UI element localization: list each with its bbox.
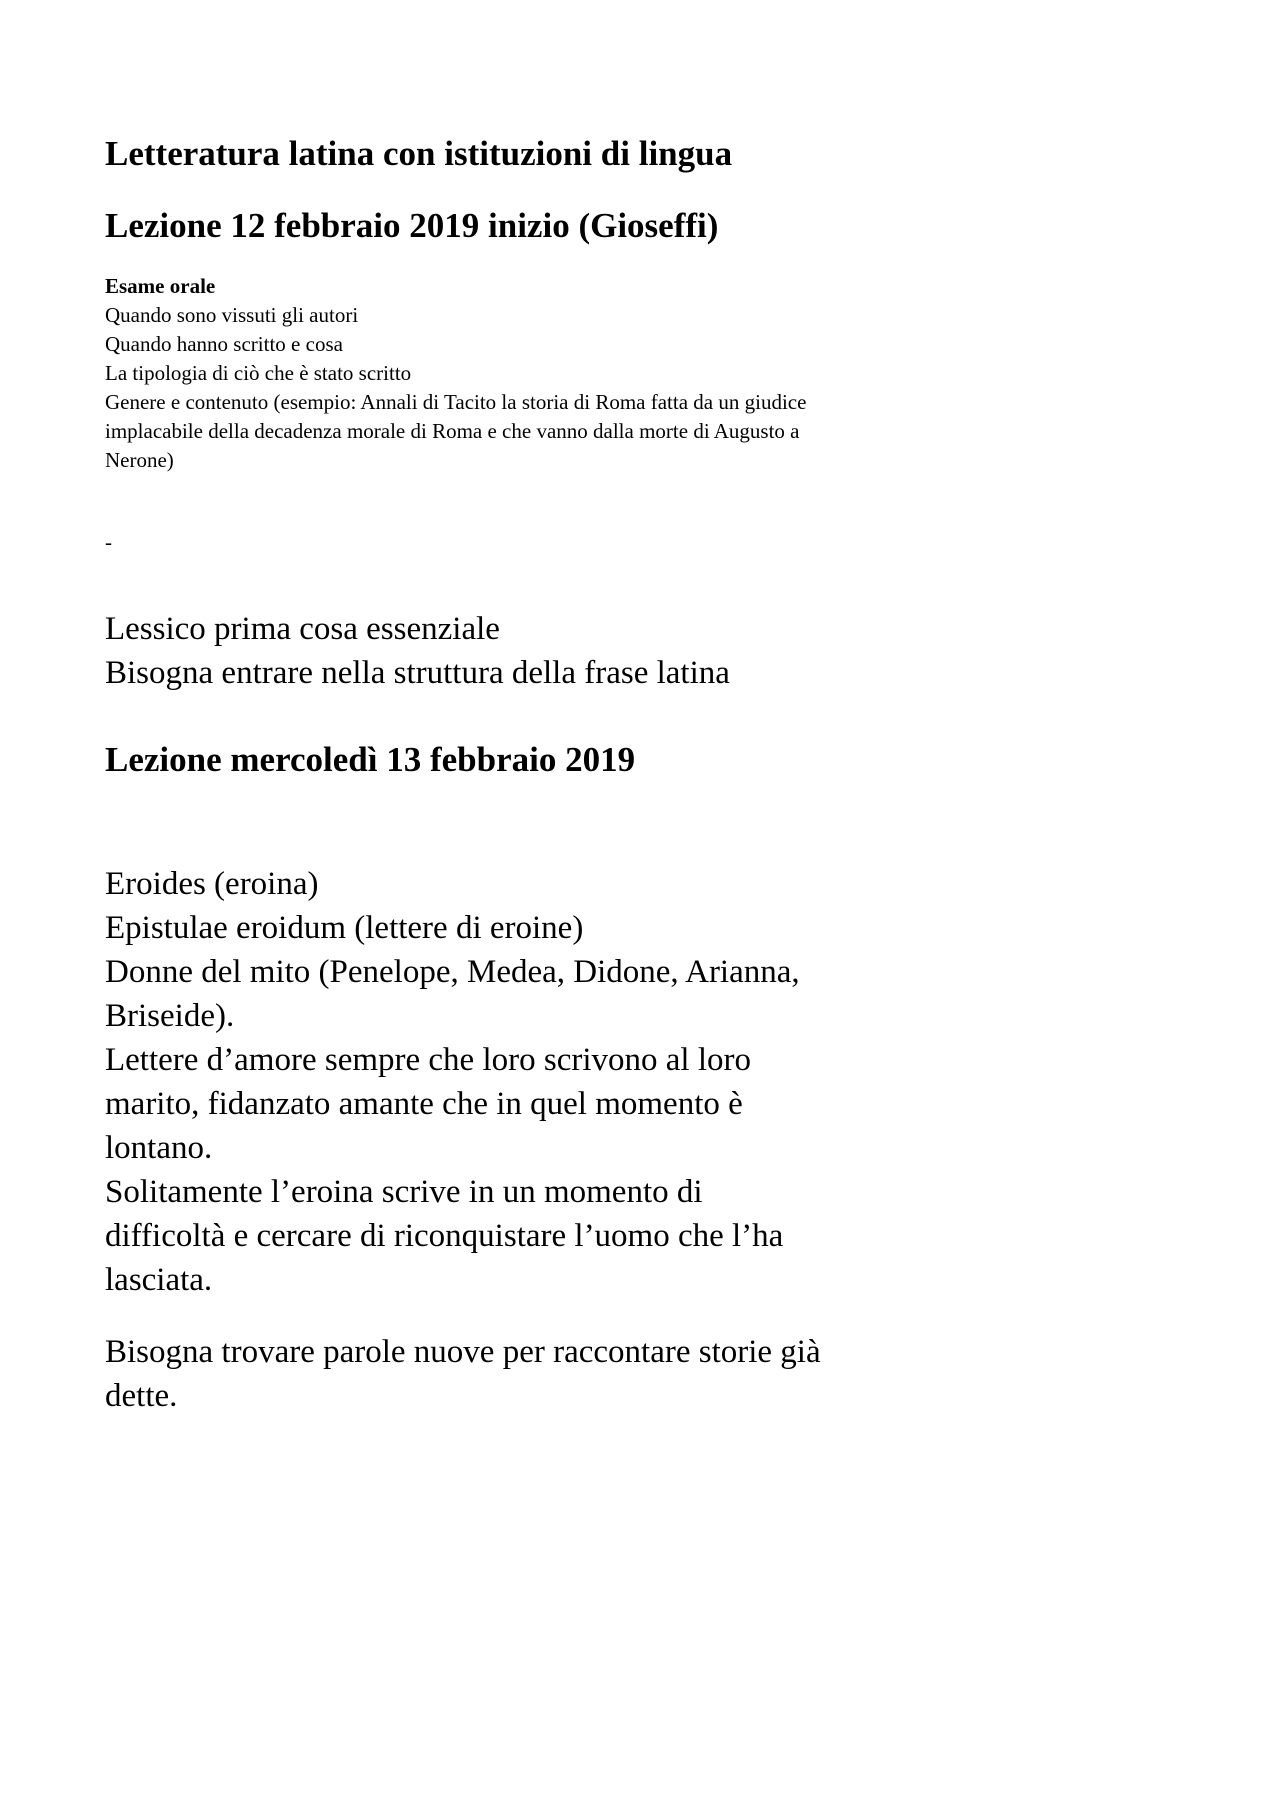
lexicon-notes — [105, 607, 1170, 695]
note-line: Briseide). — [105, 998, 235, 1034]
exam-section — [105, 272, 985, 475]
exam-line: Quando sono vissuti gli autori — [105, 303, 359, 327]
note-line: Donne del mito (Penelope, Medea, Didone, Arianna, — [105, 954, 800, 990]
note-line: lontano. — [105, 1130, 213, 1166]
note-line: lasciata. — [105, 1262, 213, 1298]
closing-line: dette. — [105, 1378, 178, 1414]
closing-paragraph — [105, 1330, 1170, 1418]
exam-line: La tipologia di ciò che è stato scritto — [105, 361, 412, 385]
note-line: Lettere d’amore sempre che loro scrivono al loro — [105, 1042, 751, 1078]
exam-line: Genere e contenuto (esempio: Annali di Tacito la storia di Roma fatta da un giudice — [105, 390, 807, 414]
document-title: Letteratura latina con istituzioni di lingua — [105, 134, 733, 173]
note-line: Epistulae eroidum (lettere di eroine) — [105, 910, 584, 946]
exam-line: Quando hanno scritto e cosa — [105, 332, 343, 356]
exam-line: Nerone) — [105, 448, 174, 472]
exam-label: Esame orale — [105, 274, 216, 298]
note-line: marito, fidanzato amante che in quel momento è — [105, 1086, 743, 1122]
exam-lines — [105, 301, 985, 475]
note-line: Eroides (eroina) — [105, 866, 319, 902]
exam-line: implacabile della decadenza morale di Roma e che vanno dalla morte di Augusto a — [105, 419, 800, 443]
lesson1-heading: Lezione 12 febbraio 2019 inizio (Gioseffi) — [105, 206, 719, 245]
note-line: Solitamente l’eroina scrive in un momento di — [105, 1174, 703, 1210]
lesson2-heading: Lezione mercoledì 13 febbraio 2019 — [105, 740, 636, 779]
note-line: difficoltà e cercare di riconquistare l’uomo che l’ha — [105, 1218, 784, 1254]
dash-marker: - — [105, 530, 112, 554]
lexicon-line: Bisogna entrare nella struttura della frase latina — [105, 655, 730, 691]
lexicon-line: Lessico prima cosa essenziale — [105, 611, 500, 647]
lesson2-notes — [105, 862, 1170, 1302]
closing-line: Bisogna trovare parole nuove per raccontare storie già — [105, 1334, 821, 1370]
